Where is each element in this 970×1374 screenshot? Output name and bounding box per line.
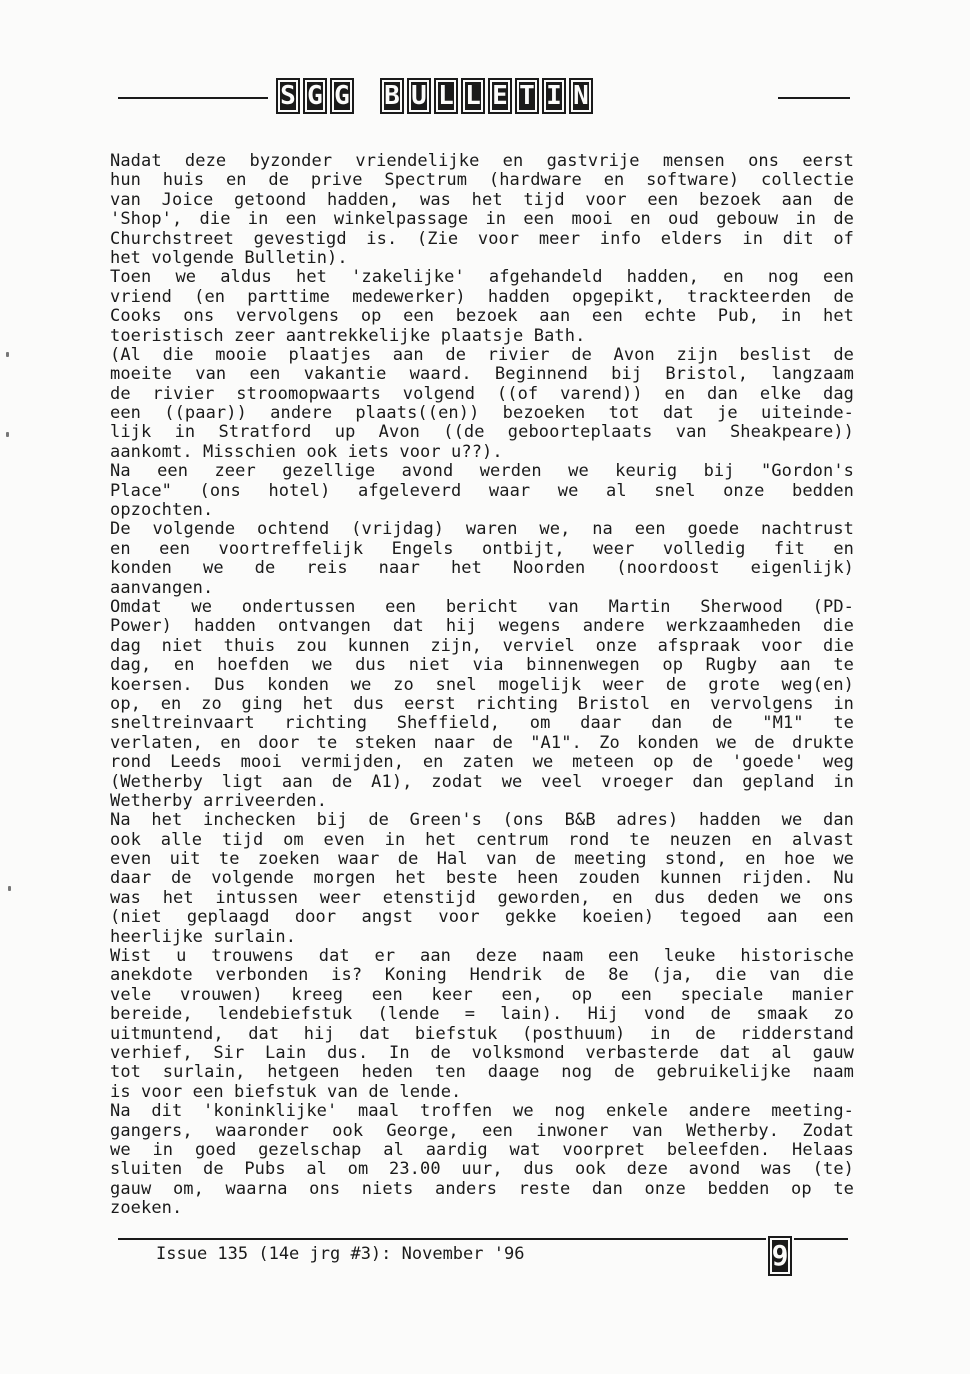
article-line: zoeken.: [110, 1198, 183, 1219]
masthead-letter: B: [380, 78, 404, 114]
masthead-logo: [276, 78, 593, 114]
header-rule-right: [778, 97, 850, 99]
article-line: Wetherby arriveerden.: [110, 790, 328, 811]
article-line: toeristisch zeer aantrekkelijke plaatsje Bath.: [110, 325, 586, 346]
article-line: Na het inchecken bij de Green's (ons B&B adres) hadden we dan: [110, 810, 854, 831]
article-line: verlaten, en door te steken naar de "A1". Zo konden we de drukte: [110, 732, 854, 753]
issue-line: Issue 135 (14e jrg #3): November '96: [156, 1244, 525, 1264]
article-line: opzochten.: [110, 500, 214, 521]
article-line: rond Leeds mooi vermijden, en zaten we meteen op de 'goede' weg: [110, 752, 854, 773]
article-line: Cooks ons vervolgens op een bezoek aan een echte Pub, in het: [110, 306, 854, 327]
article-line: hun huis en de prive Spectrum (hardware en software) collectie: [110, 170, 854, 191]
article-line: Toen we aldus het 'zakelijke' afgehandeld hadden, en nog een: [110, 267, 854, 288]
header-rule-left: [118, 97, 268, 99]
article-line: we in goed gezelschap al aardig wat voorpret beleefden. Helaas: [110, 1139, 854, 1160]
article-line: dag niet thuis zou kunnen zijn, verviel onze afspraak voor die: [110, 635, 854, 656]
article-line: daar de volgende morgen het beste heen zouden kunnen rijden. Nu: [110, 868, 854, 889]
article-line: tot surlain, hetgeen heden ten daage nog de gebruikelijke naam: [110, 1062, 854, 1083]
article-body: [110, 152, 854, 1218]
article-line: en een voortreffelijk Engels ontbijt, weer volledig fit en: [110, 538, 854, 559]
article-line: aanvangen.: [110, 577, 214, 598]
article-line: een ((paar)) andere plaats((en)) bezoeken tot dat je uiteinde-: [110, 403, 854, 424]
article-line: sluiten de Pubs al om 23.00 uur, dus ook deze avond was (te): [110, 1159, 854, 1180]
article-line: was het intussen weer etenstijd geworden, en dus deden we ons: [110, 887, 854, 908]
masthead-letter: G: [303, 78, 327, 114]
footer-rule: [118, 1238, 766, 1240]
masthead-letter: N: [569, 78, 593, 114]
article-line: Place" (ons hotel) afgeleverd waar we al snel onze bedden: [110, 480, 854, 501]
article-line: vriend (en parttime medewerker) hadden opgepikt, trackteerden de: [110, 286, 854, 307]
article-line: lijk in Stratford up Avon ((de geboorteplaats van Sheakpeare)): [110, 422, 854, 443]
article-line: (niet geplaagd door angst voor gekke koeien) tegoed aan een: [110, 907, 854, 928]
article-line: (Wetherby ligt aan de A1), zodat we veel vroeger dan gepland in: [110, 771, 854, 792]
margin-speck: [8, 886, 11, 891]
article-line: Wist u trouwens dat er aan deze naam een leuke historische: [110, 946, 854, 967]
article-line: Na een zeer gezellige avond werden we keurig bij "Gordon's: [110, 461, 854, 482]
article-line: het volgende Bulletin).: [110, 247, 348, 268]
masthead-letter: L: [461, 78, 485, 114]
masthead-letter: T: [515, 78, 539, 114]
margin-speck: [6, 432, 9, 437]
article-line: Omdat we ondertussen een bericht van Martin Sherwood (PD-: [110, 596, 854, 617]
masthead-letter: U: [407, 78, 431, 114]
article-line: is voor een biefstuk van de lende.: [110, 1081, 462, 1102]
article-line: moeite van een vakantie waard. Beginnend bij Bristol, langzaam: [110, 364, 854, 385]
article-line: heerlijke surlain.: [110, 926, 297, 947]
masthead-letter: E: [488, 78, 512, 114]
article-line: sneltreinvaart richting Sheffield, om daar dan de "M1" te: [110, 713, 854, 734]
article-line: 'Shop', die in een winkelpassage in een mooi en oud gebouw in de: [110, 209, 854, 230]
article-line: Churchstreet gevestigd is. (Zie voor meer info elders in dit of: [110, 228, 854, 249]
masthead-word-sgg: [276, 78, 354, 114]
page-number: 9: [768, 1236, 792, 1276]
masthead-letter: G: [330, 78, 354, 114]
masthead-letter: I: [542, 78, 566, 114]
margin-speck: [6, 352, 9, 357]
article-line: Na dit 'koninklijke' maal troffen we nog enkele andere meeting-: [110, 1101, 854, 1122]
article-line: gangers, waaronder ook George, een inwoner van Wetherby. Zodat: [110, 1120, 854, 1141]
article-line: De volgende ochtend (vrijdag) waren we, na een goede nachtrust: [110, 519, 854, 540]
article-line: verhief, Sir Lain dus. In de volksmond verbasterde dat al gauw: [110, 1042, 854, 1063]
article-line: de rivier stroomopwaarts volgend ((of varend)) en dan elke dag: [110, 383, 854, 404]
article-line: anekdote verbonden is? Koning Hendrik de 8e (ja, die van die: [110, 965, 854, 986]
masthead-word-bulletin: [380, 78, 593, 114]
masthead-letter: S: [276, 78, 300, 114]
article-line: even uit te zoeken waar de Hal van de meeting stond, en hoe we: [110, 849, 854, 870]
article-line: vele vrouwen) kreeg een keer een, op een speciale manier: [110, 984, 854, 1005]
article-line: ook alle tijd om even in het centrum rond te neuzen en alvast: [110, 829, 854, 850]
article-line: koersen. Dus konden we zo snel mogelijk weer de grote weg(en): [110, 674, 854, 695]
footer-rule-right: [794, 1238, 848, 1240]
article-line: Power) hadden ontvangen dat hij wegens andere werkzaamheden die: [110, 616, 854, 637]
masthead-header: [118, 78, 848, 122]
article-line: van Joice getoond hadden, was het tijd voor een bezoek aan de: [110, 189, 854, 210]
article-line: (Al die mooie plaatjes aan de rivier de Avon zijn beslist de: [110, 344, 854, 365]
article-line: aankomt. Misschien ook iets voor u??).: [110, 441, 503, 462]
article-line: uitmuntend, dat hij dat biefstuk (posthuum) in de ridderstand: [110, 1023, 854, 1044]
article-line: bereide, lendebiefstuk (lende = lain). Hij vond de smaak zo: [110, 1004, 854, 1025]
article-line: op, en zo ging het dus eerst richting Bristol en vervolgens in: [110, 693, 854, 714]
page-footer: [118, 1230, 848, 1290]
article-line: gauw om, waarna ons niets anders reste dan onze bedden op te: [110, 1178, 854, 1199]
masthead-letter: L: [434, 78, 458, 114]
article-line: Nadat deze byzonder vriendelijke en gastvrije mensen ons eerst: [110, 151, 854, 171]
article-line: dag, en hoefden we dus niet via binnenwegen op Rugby aan te: [110, 655, 854, 676]
article-line: konden we de reis naar het Noorden (noordoost eigenlijk): [110, 558, 854, 579]
